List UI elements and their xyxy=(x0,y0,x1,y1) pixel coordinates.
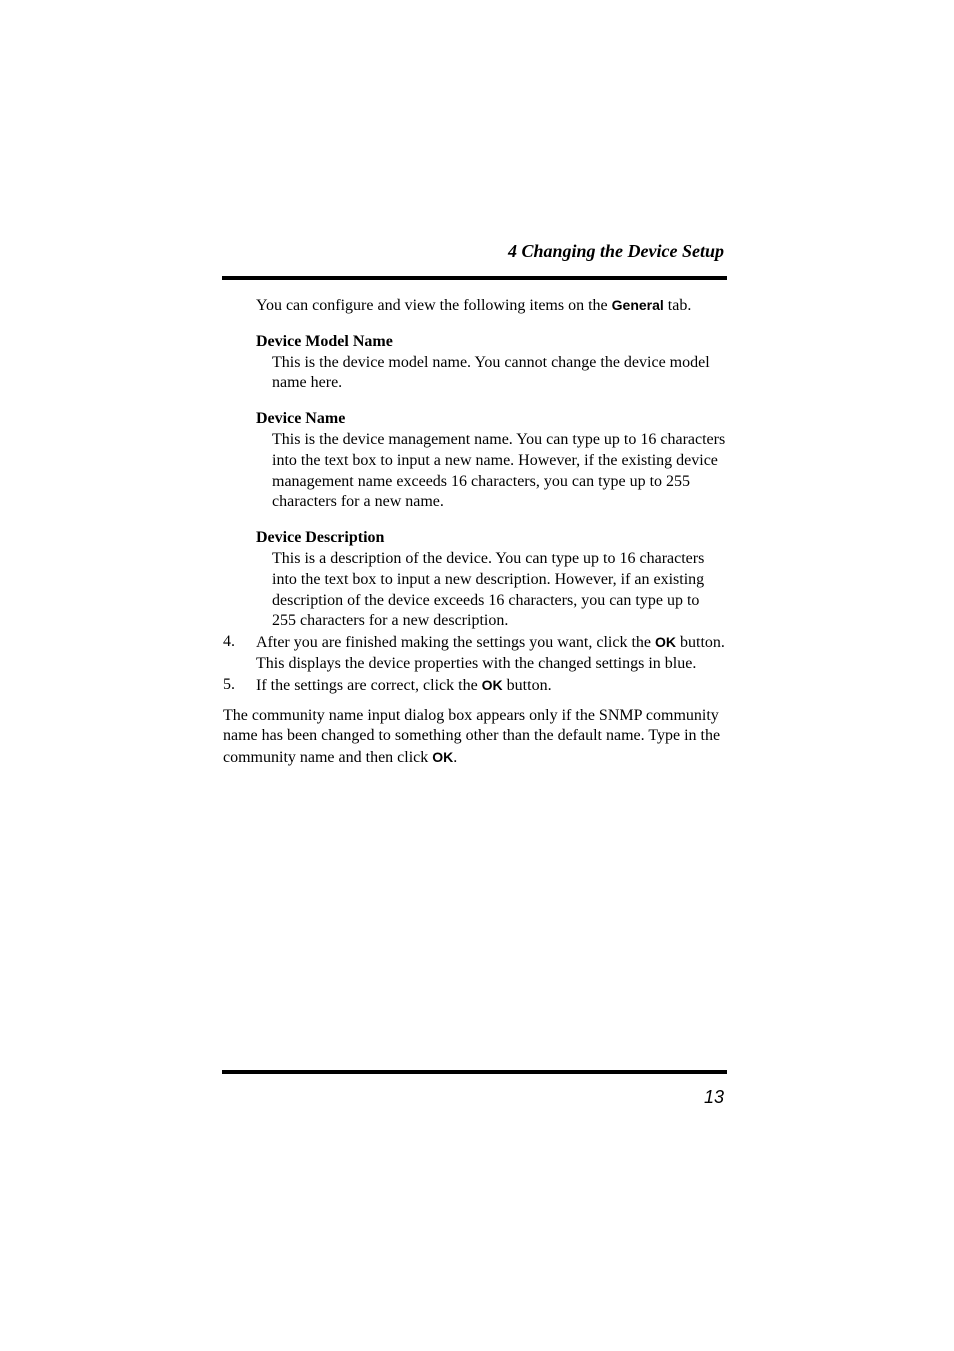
ok-button-term: OK xyxy=(655,634,677,651)
step-4 xyxy=(222,632,726,675)
item-description-device-name: This is the device management name. You can type up to 16 characters into the text box to input a new name. However, if the existing device management name exceeds 16 characters, you can type up to 255 characters for a new name. xyxy=(272,430,726,511)
page-body xyxy=(222,295,727,769)
step-5 xyxy=(222,675,726,697)
closing-paragraph xyxy=(223,706,727,769)
item-title-device-model-name: Device Model Name xyxy=(256,332,393,350)
ok-button-term: OK xyxy=(432,749,454,766)
header-rule xyxy=(222,276,727,280)
step-text-before: After you are finished making the settings you want, click the xyxy=(256,634,656,652)
item-description-device-description: This is a description of the device. You can type up to 16 characters into the text box to input a new description. However, if an existing description of the device exceeds 16 characters, you can type up to 255 characters for a new description. xyxy=(272,549,705,630)
step-number: 5. xyxy=(223,675,235,693)
step-number: 4. xyxy=(223,633,235,651)
step-text-after: button. This displays the device properties with the changed settings in blue. xyxy=(256,634,725,672)
step-text-before: If the settings are correct, click the xyxy=(256,676,482,694)
general-tab-term: General xyxy=(611,297,664,313)
footer-rule xyxy=(222,1070,727,1074)
intro-paragraph xyxy=(256,295,726,317)
ok-button-term: OK xyxy=(481,676,503,693)
step-text-after: button. xyxy=(502,676,552,694)
chapter-header: 4 Changing the Device Setup xyxy=(507,241,724,261)
item-description-device-model-name: This is the device model name. You cannot change the device model name here. xyxy=(272,353,710,392)
closing-text-before: The community name input dialog box appears only if the SNMP community name has been changed to something other than the default name. Type in the community name and then click xyxy=(223,706,721,767)
intro-text-after: tab. xyxy=(663,297,692,314)
page-number: 13 xyxy=(703,1087,724,1107)
closing-text-after: . xyxy=(453,749,458,767)
item-title-device-name: Device Name xyxy=(256,410,346,428)
item-title-device-description: Device Description xyxy=(256,529,385,547)
intro-text-before: You can configure and view the following items on the xyxy=(256,297,612,314)
